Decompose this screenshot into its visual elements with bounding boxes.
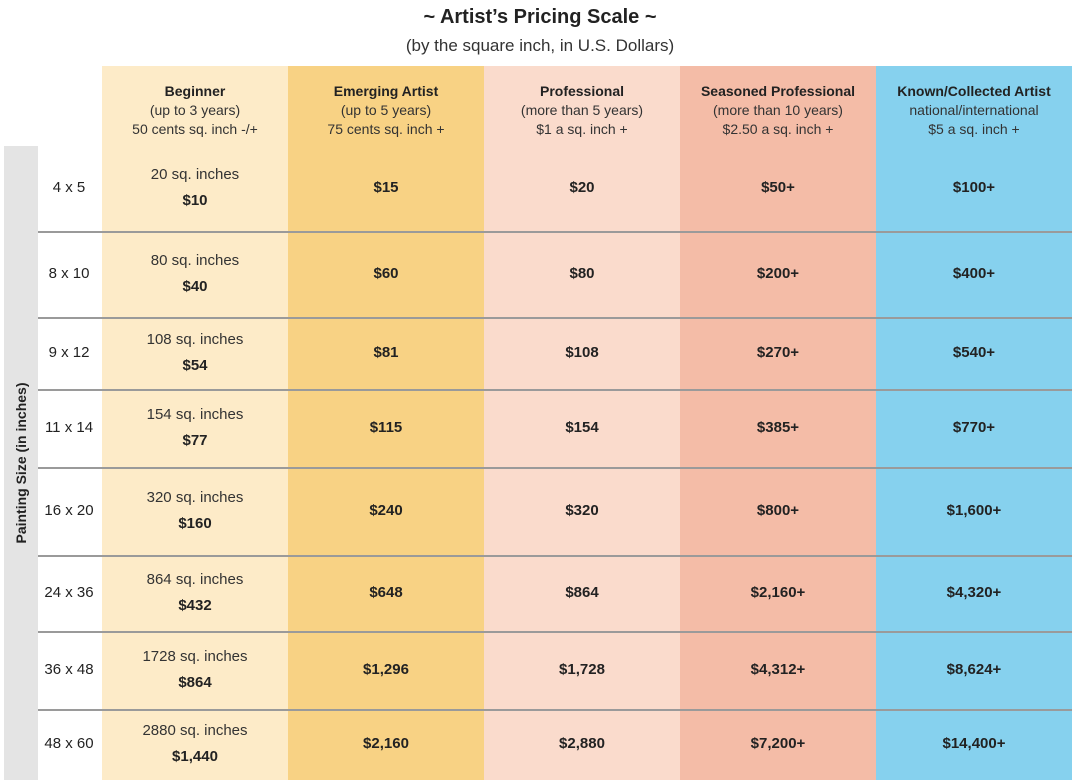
row-size-label: 8 x 10 [48,265,90,282]
price-known: $4,320+ [946,584,1002,601]
column-header-rate: $5 a sq. inch + [928,121,1020,137]
price-beginner: $1,440 [172,748,218,765]
column-header-known [876,82,1072,142]
column-header-experience: (more than 5 years) [520,102,644,118]
square-inches: 154 sq. inches [146,406,244,423]
price-seasoned: $2,160+ [750,584,806,601]
price-professional: $154 [565,419,599,436]
square-inches: 1728 sq. inches [142,648,248,665]
column-header-experience: (up to 3 years) [149,102,241,118]
row-size-label: 36 x 48 [44,661,94,678]
column-header-rate: 50 cents sq. inch -/+ [132,121,258,137]
price-emerging: $240 [369,502,403,519]
column-header-rate: 75 cents sq. inch + [327,121,445,137]
price-seasoned: $4,312+ [750,661,806,678]
cell-beginner [102,567,288,619]
price-professional: $20 [569,179,595,196]
row-divider [38,709,1072,711]
price-known: $400+ [952,265,996,282]
price-seasoned: $270+ [756,344,800,361]
column-header-rate: $1 a sq. inch + [536,121,628,137]
column-header-professional [484,82,680,142]
row-divider [38,555,1072,557]
column-header-experience: national/international [909,102,1039,118]
square-inches: 864 sq. inches [146,571,244,588]
price-beginner: $160 [178,515,212,532]
column-header-name: Seasoned Professional [700,83,856,99]
cell-beginner [102,718,288,770]
row-size-label: 16 x 20 [44,502,94,519]
price-known: $540+ [952,344,996,361]
price-emerging: $60 [373,265,399,282]
price-professional: $864 [565,584,599,601]
column-header-name: Known/Collected Artist [897,83,1051,99]
cell-beginner [102,248,288,300]
row-divider [38,317,1072,319]
cell-beginner [102,327,288,379]
square-inches: 108 sq. inches [146,331,244,348]
price-beginner: $40 [182,278,208,295]
price-known: $14,400+ [942,735,1006,752]
price-seasoned: $200+ [756,265,800,282]
price-seasoned: $50+ [761,179,795,196]
price-professional: $2,880 [559,735,605,752]
column-header-seasoned [680,82,876,142]
cell-beginner [102,485,288,537]
column-header-beginner [102,82,288,142]
price-emerging: $1,296 [363,661,409,678]
row-divider [38,231,1072,233]
column-header-rate: $2.50 a sq. inch + [722,121,834,137]
square-inches: 2880 sq. inches [142,722,248,739]
square-inches: 320 sq. inches [146,489,244,506]
row-divider [38,389,1072,391]
price-professional: $80 [569,265,595,282]
row-size-label: 9 x 12 [48,344,90,361]
price-beginner: $10 [182,192,208,209]
price-emerging: $648 [369,584,403,601]
price-emerging: $115 [369,419,403,436]
column-header-experience: (more than 10 years) [713,102,843,118]
square-inches: 80 sq. inches [150,252,240,269]
price-professional: $108 [565,344,599,361]
price-beginner: $864 [178,674,212,691]
row-size-label: 48 x 60 [44,735,94,752]
price-known: $770+ [952,419,996,436]
cell-beginner [102,402,288,454]
column-header-name: Beginner [164,83,226,99]
cell-beginner [102,162,288,214]
row-divider [38,467,1072,469]
column-header-name: Emerging Artist [333,83,439,99]
price-seasoned: $7,200+ [750,735,806,752]
column-header-experience: (up to 5 years) [340,102,432,118]
price-seasoned: $385+ [756,419,800,436]
price-beginner: $77 [182,432,208,449]
page-title: ~ Artist’s Pricing Scale ~ [423,6,657,28]
price-emerging: $2,160 [363,735,409,752]
square-inches: 20 sq. inches [150,166,240,183]
price-beginner: $54 [182,357,208,374]
row-size-label: 4 x 5 [52,179,86,196]
page-subtitle: (by the square inch, in U.S. Dollars) [405,36,675,55]
column-header-name: Professional [539,83,625,99]
column-header-emerging [288,82,484,142]
price-known: $1,600+ [946,502,1002,519]
row-size-label: 11 x 14 [44,419,94,436]
cell-beginner [102,644,288,696]
price-professional: $1,728 [559,661,605,678]
price-known: $8,624+ [946,661,1002,678]
painting-size-axis-label: Painting Size (in inches) [13,382,29,544]
price-beginner: $432 [178,597,212,614]
price-professional: $320 [565,502,599,519]
price-known: $100+ [952,179,996,196]
row-size-label: 24 x 36 [44,584,94,601]
row-divider [38,631,1072,633]
price-emerging: $15 [373,179,399,196]
price-seasoned: $800+ [756,502,800,519]
price-emerging: $81 [373,344,399,361]
